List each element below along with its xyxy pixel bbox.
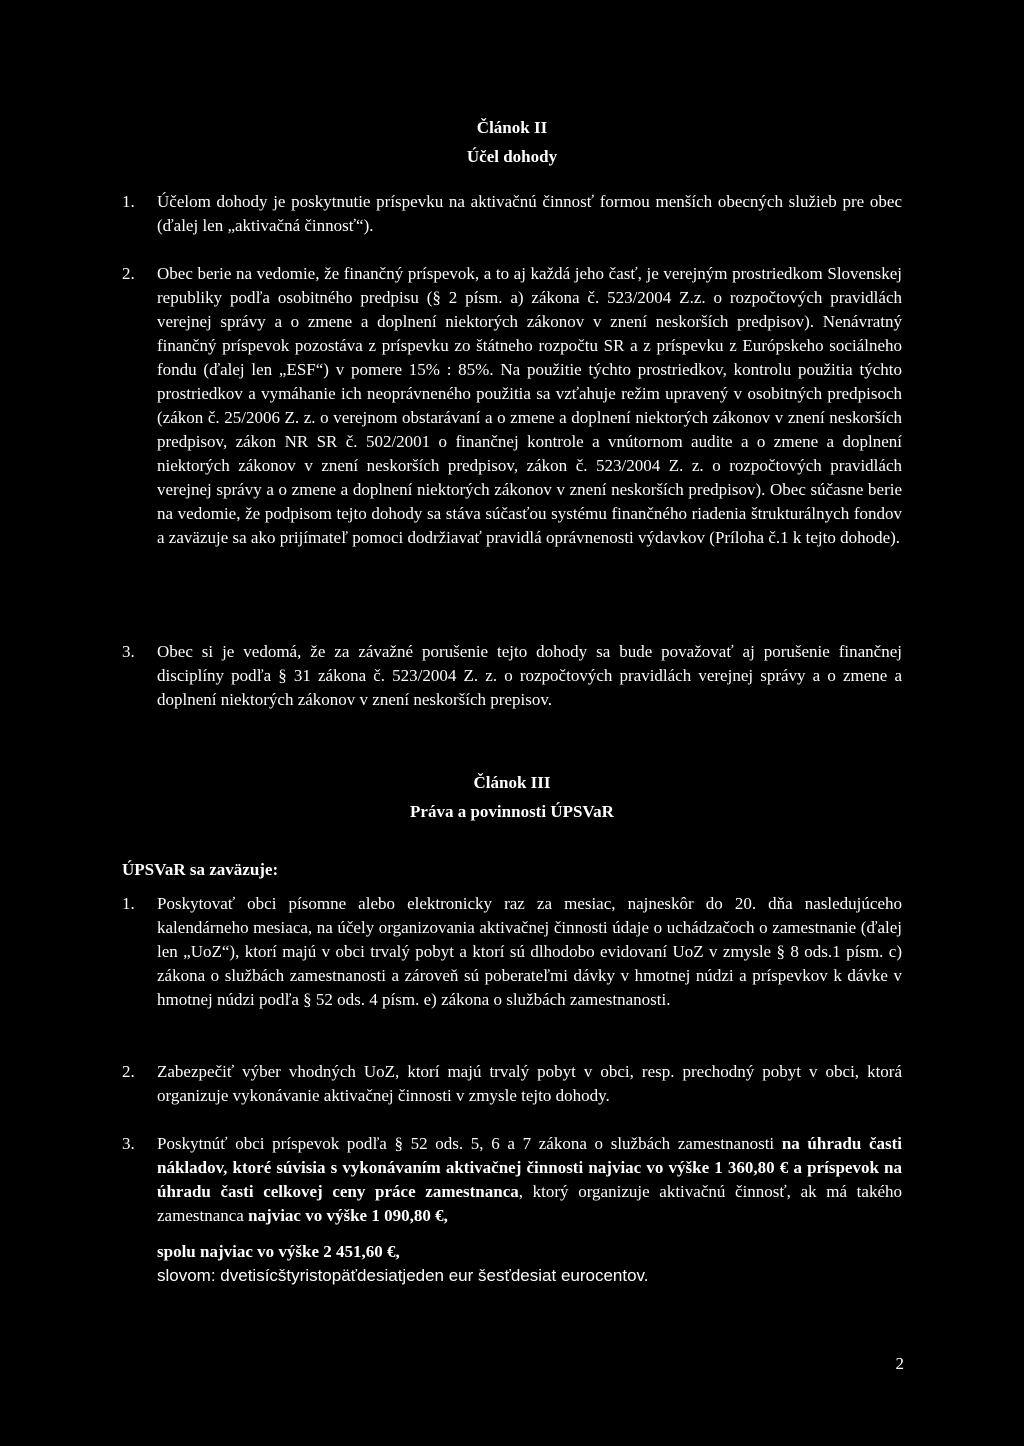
item-text xyxy=(157,1132,902,1228)
item-text-bold: najviac vo výške 1 090,80 €, xyxy=(248,1206,448,1225)
article-2-item-2 xyxy=(122,262,902,550)
item-number: 1. xyxy=(122,894,135,913)
article-3-title: Článok III xyxy=(473,773,551,792)
obligation-heading: ÚPSVaR sa zaväzuje: xyxy=(122,860,279,879)
page-number: 2 xyxy=(895,1354,904,1373)
item-text: Zabezpečiť výber vhodných UoZ, ktorí majú trvalý pobyt v obci, resp. prechodný pobyt v obci, ktorá organizuje vykonávanie aktivačnej činnosti v zmysle tejto dohody. xyxy=(157,1062,902,1105)
item-number: 3. xyxy=(122,1134,135,1153)
article-3-item-2 xyxy=(122,1060,902,1108)
article-3-item-1 xyxy=(122,892,902,1012)
item-number: 1. xyxy=(122,192,135,211)
article-3-subtitle: Práva a povinnosti ÚPSVaR xyxy=(410,802,614,821)
item-number: 2. xyxy=(122,1062,135,1081)
item-text-bold: na úhradu časti nákladov, ktoré súvisia s vykonávaním aktivačnej činnosti najviac vo výške 1 360,80 € a príspevok na úhradu časti celkovej ceny práce zamestnanca xyxy=(157,1134,902,1201)
article-2-item-3 xyxy=(122,640,902,712)
article-2-title: Článok II xyxy=(476,118,548,137)
amount-in-words: slovom: dvetisícštyristopäťdesiatjeden eur šesťdesiat eurocentov. xyxy=(157,1266,649,1285)
article-2-item-1 xyxy=(122,190,902,238)
item-number: 3. xyxy=(122,642,135,661)
article-2-subtitle: Účel dohody xyxy=(466,147,558,166)
item-text: Účelom dohody je poskytnutie príspevku na aktivačnú činnosť formou menších obecných služieb pre obec (ďalej len „aktivačná činnosť“). xyxy=(157,192,902,235)
item-text: Obec berie na vedomie, že finančný príspevok, a to aj každá jeho časť, je verejným prostriedkom Slovenskej republiky podľa osobitného predpisu (§ 2 písm. a) zákona č. 523/2004 Z.z. o rozpočtových pravidlách verejnej správy a o zmene a doplnení niektorých zákonov v znení neskorších predpisov). Nenávratný finančný príspevok pozostáva z príspevku zo štátneho rozpočtu SR a z príspevku z Európskeho sociálneho fondu (ďalej len „ESF“) v pomere 15% : 85%. Na použitie týchto prostriedkov, kontrolu použitia týchto prostriedkov a vymáhanie ich neoprávneného použitia sa vzťahuje režim upravený v osobitných predpisoch (zákon č. 25/2006 Z. z. o verejnom obstarávaní a o zmene a doplnení niektorých zákonov v znení neskorších predpisov, zákon NR SR č. 502/2001 o finančnej kontrole a vnútornom audite a o zmene a doplnení niektorých zákonov v znení neskorších predpisov, zákon č. 523/2004 Z. z. o rozpočtových pravidlách verejnej správy a o zmene a doplnení niektorých zákonov v znení neskorších predpisov). Obec súčasne berie na vedomie, že podpisom tejto dohody sa stáva súčasťou systému finančného riadenia štrukturálnych fondov a zaväzuje sa ako prijímateľ pomoci dodržiavať pravidlá oprávnenosti výdavkov (Príloha č.1 k tejto dohode). xyxy=(157,264,902,547)
item-text-part: , ktorý organizuje aktivačnú činnosť, ak má takého zamestnanca xyxy=(157,1182,902,1225)
article-3-item-3 xyxy=(122,1132,902,1288)
item-text-part: Poskytnúť obci príspevok podľa § 52 ods. 5, 6 a 7 zákona o službách zamestnanosti xyxy=(157,1134,782,1153)
item-text: Poskytovať obci písomne alebo elektronicky raz za mesiac, najneskôr do 20. dňa nasledujúceho kalendárneho mesiaca, na účely organizovania aktivačnej činnosti údaje o uchádzačoch o zamestnanie (ďalej len „UoZ“), ktorí majú v obci trvalý pobyt a ktorí sú dlhodobo evidovaní UoZ v zmysle § 8 ods.1 písm. c) zákona o službách zamestnanosti a zároveň sú poberateľmi dávky v hmotnej núdzi a príspevkov k dávke v hmotnej núdzi podľa § 52 ods. 4 písm. e) zákona o službách zamestnanosti. xyxy=(157,894,902,1009)
total-amount: spolu najviac vo výške 2 451,60 €, xyxy=(157,1242,400,1261)
item-text: Obec si je vedomá, že za závažné porušenie tejto dohody sa bude považovať aj porušenie finančnej disciplíny podľa § 31 zákona č. 523/2004 Z. z. o rozpočtových pravidlách verejnej správy a o zmene a doplnení niektorých zákonov v znení neskorších prepisov. xyxy=(157,642,902,709)
item-number: 2. xyxy=(122,264,135,283)
